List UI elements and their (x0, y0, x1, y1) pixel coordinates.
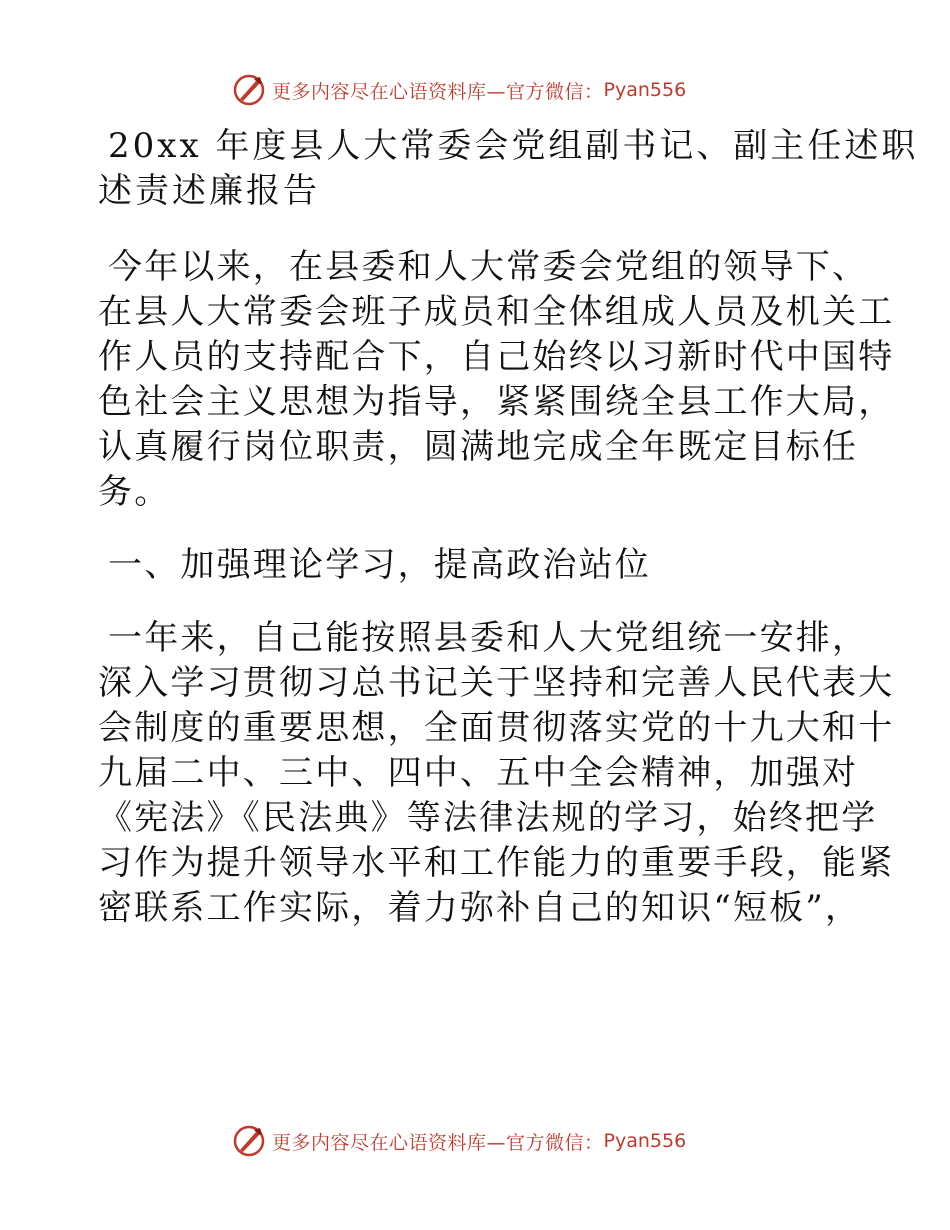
header-watermark (232, 70, 752, 110)
paragraph-line: 《宪法》《民法典》等法律法规的学习，始终把学 (98, 798, 878, 838)
section1-paragraph (98, 616, 895, 931)
watermark-text: 更多内容尽在心语资料库—官方微信： (272, 1131, 604, 1154)
document-title (98, 124, 919, 214)
intro-paragraph (98, 245, 895, 515)
paragraph-line: 密联系工作实际，着力弥补自己的知识“短板”， (98, 888, 862, 928)
paragraph-line: 会制度的重要思想，全面贯彻落实党的十九大和十 (98, 708, 895, 748)
quill-logo-icon (232, 1124, 266, 1158)
paragraph-line: 认真履行岗位职责，圆满地完成全年既定目标任 (98, 427, 859, 467)
paragraph-line: 务。 (98, 472, 171, 512)
paragraph-line: 九届二中、三中、四中、五中全会精神，加强对 (98, 753, 859, 793)
title-line: 述责述廉报告 (98, 171, 320, 211)
watermark-text: 更多内容尽在心语资料库—官方微信： (272, 80, 604, 103)
paragraph-line: 深入学习贯彻习总书记关于坚持和完善人民代表大 (98, 663, 895, 703)
watermark-contact: Pyan556 (603, 79, 687, 101)
document-body (98, 124, 919, 931)
quill-logo-icon (232, 73, 266, 107)
paragraph-line: 习作为提升领导水平和工作能力的重要手段，能紧 (98, 843, 895, 883)
paragraph-line: 今年以来，在县委和人大常委会党组的领导下、 (108, 247, 869, 287)
title-line: 20xx 年度县人大常委会党组副书记、副主任述职 (108, 126, 919, 166)
paragraph-line: 作人员的支持配合下，自己始终以习新时代中国特 (98, 337, 895, 377)
watermark-contact: Pyan556 (603, 1130, 687, 1152)
paragraph-line: 在县人大常委会班子成员和全体组成人员及机关工 (98, 292, 895, 332)
section-heading: 一、加强理论学习，提高政治站位 (108, 545, 651, 585)
footer-watermark (232, 1121, 752, 1161)
paragraph-line: 一年来，自己能按照县委和人大党组统一安排， (108, 618, 869, 658)
paragraph-line: 色社会主义思想为指导，紧紧围绕全县工作大局， (98, 382, 895, 422)
